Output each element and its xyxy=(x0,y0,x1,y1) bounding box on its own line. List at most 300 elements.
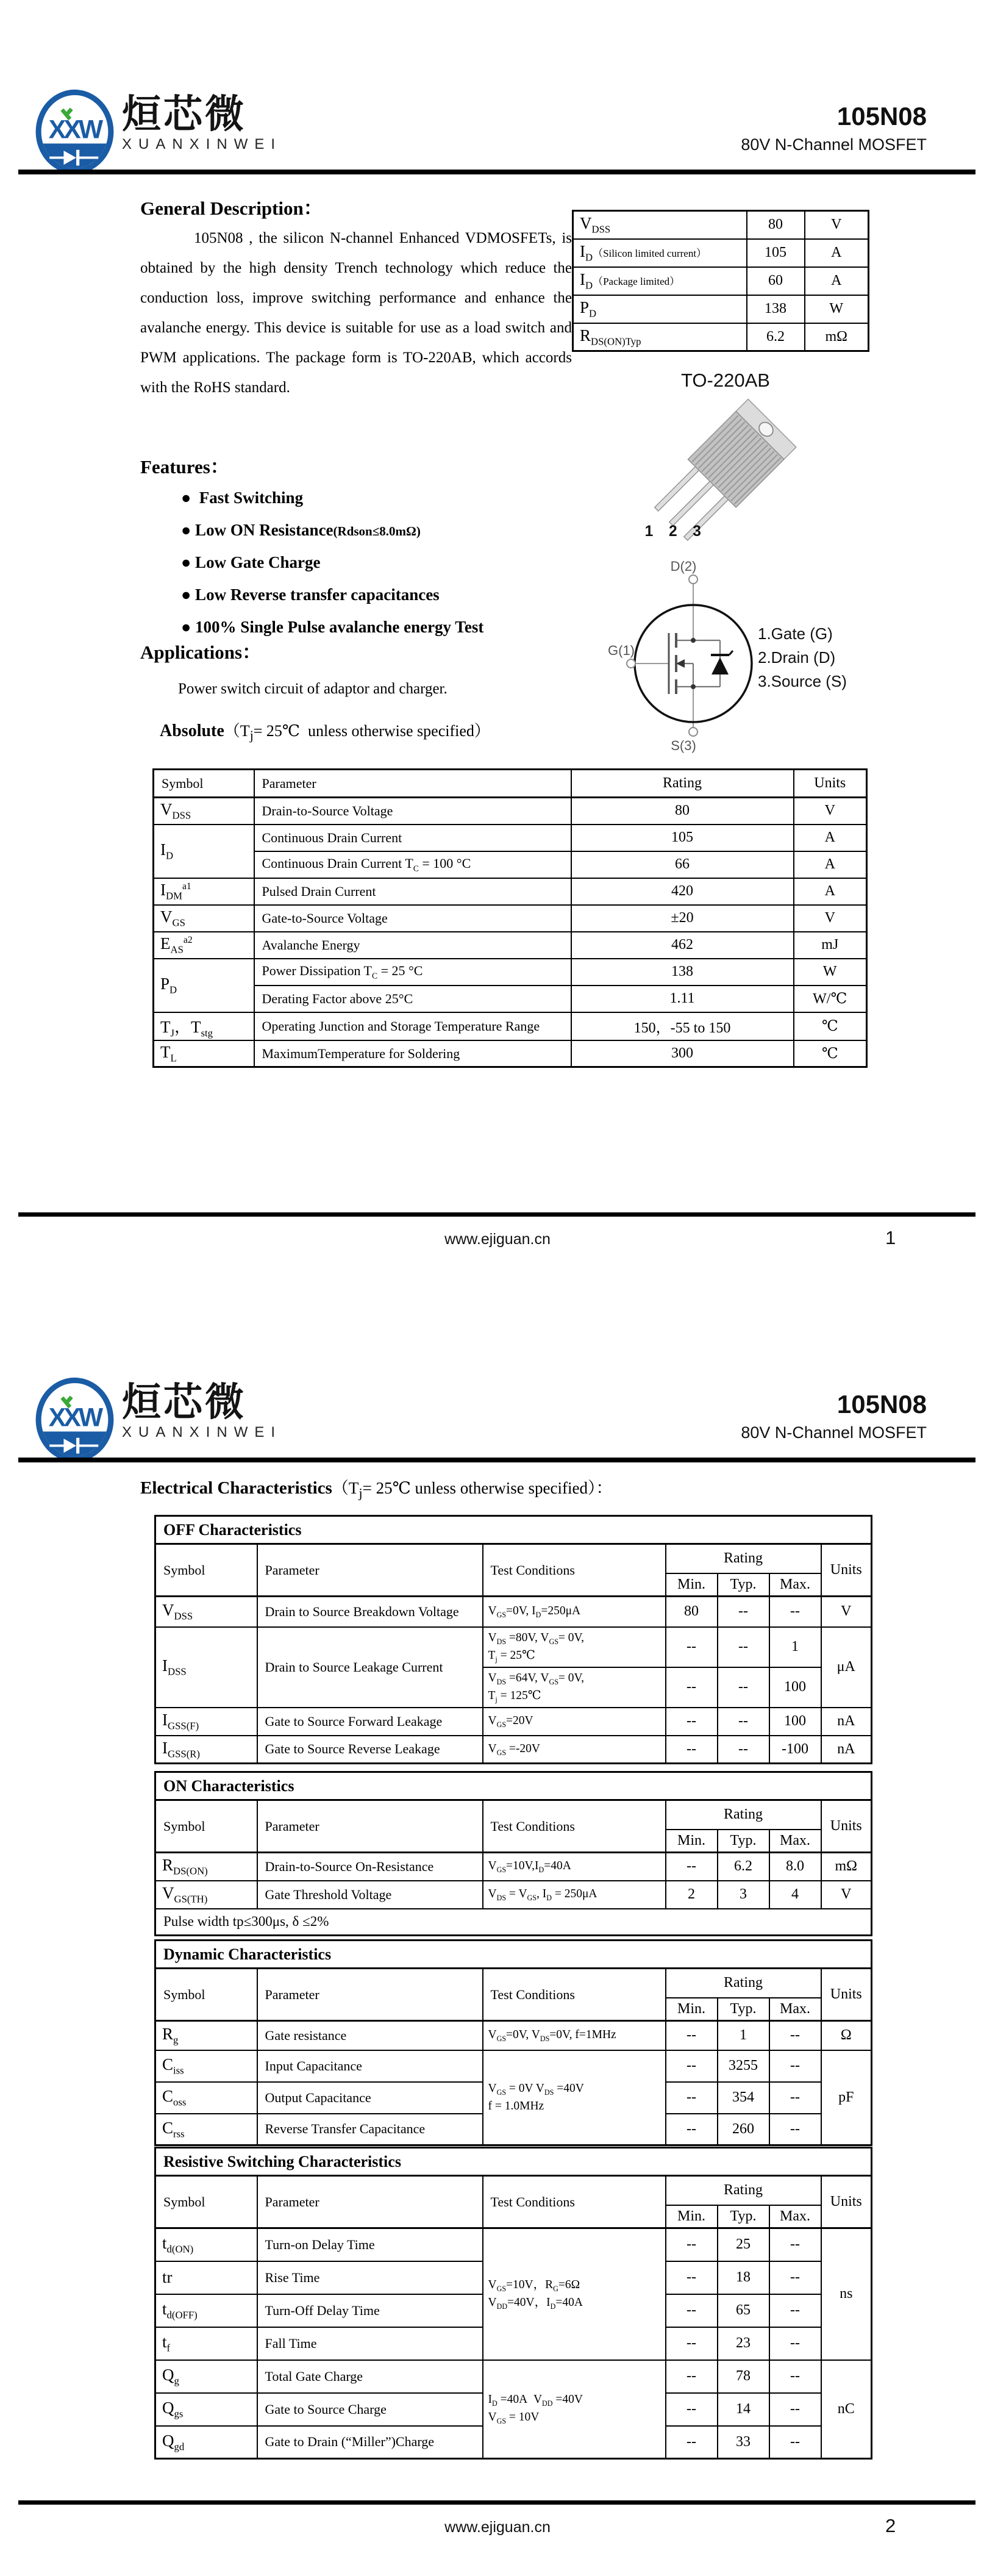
table-cell: -- xyxy=(666,2050,718,2082)
absolute-max-ratings-table xyxy=(152,768,868,1068)
table-cell: 18 xyxy=(718,2261,769,2294)
table-cell: Max. xyxy=(769,2205,821,2228)
source-node-dot xyxy=(691,684,696,689)
company-logo xyxy=(34,88,282,175)
table-cell: Gate to Drain (“Miller”)Charge xyxy=(257,2426,483,2459)
table-cell: $T_J$，$T_{stg}$ xyxy=(154,1012,254,1040)
table-cell: Parameter xyxy=(257,1800,483,1853)
substrate-arrow xyxy=(676,659,685,668)
table-cell: Rating xyxy=(571,770,794,798)
logo-text xyxy=(122,88,282,153)
resistive-switching-table xyxy=(154,2147,872,2460)
table-cell: Derating Factor above 25°C xyxy=(254,986,571,1012)
table-row xyxy=(155,1736,872,1764)
table-cell: -- xyxy=(718,1736,769,1764)
table-cell: 33 xyxy=(718,2426,769,2459)
table-cell: ℃ xyxy=(794,1012,867,1040)
table-cell: 65 xyxy=(718,2294,769,2327)
table-cell: $t_{d(OFF)}$ xyxy=(155,2294,257,2327)
table-cell: 80 xyxy=(571,798,794,825)
table-cell: Continuous Drain Current xyxy=(254,825,571,851)
table-cell: Resistive Switching Characteristics xyxy=(155,2148,872,2176)
table-cell: $V_{GS} =-20V$ xyxy=(483,1736,666,1764)
table-cell: $I_D(Package$ limited） xyxy=(573,267,747,295)
logo-mark-icon xyxy=(34,1376,116,1463)
table-cell: A xyxy=(794,851,867,878)
table-cell: -- xyxy=(666,2360,718,2393)
table-cell: MaximumTemperature for Soldering xyxy=(254,1040,571,1067)
table-cell: 462 xyxy=(571,932,794,959)
table-cell: $E_{AS}^{a2}$ xyxy=(154,932,254,959)
table-cell: 100 xyxy=(769,1667,821,1708)
table-cell: 6.2 xyxy=(747,323,805,351)
table-row xyxy=(155,1544,872,1573)
table-cell: 4 xyxy=(769,1881,821,1909)
table-cell: nC xyxy=(821,2360,872,2459)
table-cell: Total Gate Charge xyxy=(257,2360,483,2393)
table-cell: Drain to Source Breakdown Voltage xyxy=(257,1597,483,1627)
feature-item: ● Low Reverse transfer capacitances xyxy=(181,585,440,604)
table-cell: Drain-to-Source On-Resistance xyxy=(257,1853,483,1881)
table-cell: V xyxy=(805,211,869,239)
on-characteristics-table-grid xyxy=(154,1771,872,1936)
table-cell: Input Capacitance xyxy=(257,2050,483,2082)
logo-monogram: XXW xyxy=(48,1403,101,1433)
table-cell: -- xyxy=(769,2021,821,2050)
resistive-switching-table-grid xyxy=(154,2147,872,2460)
table-cell: $V_{DS} =80V$, $V_{GS}= 0V$, $T_j$ = 25℃ xyxy=(483,1627,666,1667)
table-cell: Units xyxy=(821,2176,872,2228)
table-cell: Symbol xyxy=(155,1800,257,1853)
table-cell: Pulse width tp≤300μs, δ ≤2% xyxy=(155,1909,872,1936)
table-cell: A xyxy=(805,267,869,295)
table-cell: nA xyxy=(821,1736,872,1764)
table-row xyxy=(154,986,867,1012)
table-cell: -- xyxy=(718,1597,769,1627)
table-cell: Avalanche Energy xyxy=(254,932,571,959)
features-list xyxy=(181,482,483,643)
table-cell: 25 xyxy=(718,2228,769,2261)
table-cell: 66 xyxy=(571,851,794,878)
table-row xyxy=(155,2228,872,2261)
logo-mark-icon xyxy=(34,88,116,175)
table-cell: 300 xyxy=(571,1040,794,1067)
table-row xyxy=(155,1941,872,1969)
table-cell: Output Capacitance xyxy=(257,2082,483,2114)
table-cell: Rating xyxy=(666,1544,821,1573)
table-cell: -- xyxy=(769,2327,821,2360)
table-row xyxy=(573,267,869,295)
table-cell: $V_{GS}=0V$, $I_D=250\mu A$ xyxy=(483,1597,666,1627)
table-cell: Min. xyxy=(666,1998,718,2021)
feature-item: ● 100% Single Pulse avalanche energy Test xyxy=(181,618,484,636)
mosfet-symbol xyxy=(601,559,783,754)
table-cell: Continuous Drain Current $T_C = 100$ °C xyxy=(254,851,571,878)
table-cell: 6.2 xyxy=(718,1853,769,1881)
table-cell: $V_{GS(TH)}$ xyxy=(155,1881,257,1909)
header-rule xyxy=(18,170,975,174)
table-row xyxy=(154,851,867,878)
table-cell: $I_{DSS}$ xyxy=(155,1627,257,1708)
pin-legend xyxy=(758,622,847,693)
table-cell: $V_{GS} = 0V$ $V_{DS} =40V$ f = 1.0MHz xyxy=(483,2050,666,2145)
table-row xyxy=(573,323,869,351)
table-cell: $V_{DSS}$ xyxy=(155,1597,257,1627)
table-cell: -- xyxy=(666,1736,718,1764)
table-cell: Units xyxy=(794,770,867,798)
table-cell: Parameter xyxy=(254,770,571,798)
table-cell: $V_{DSS}$ xyxy=(154,798,254,825)
table-cell: A xyxy=(805,239,869,267)
page-2 xyxy=(0,1288,995,2576)
table-row xyxy=(155,2176,872,2205)
off-characteristics-table-grid xyxy=(154,1515,872,1764)
table-cell: -- xyxy=(666,2393,718,2426)
table-row xyxy=(154,798,867,825)
table-cell: Drain-to-Source Voltage xyxy=(254,798,571,825)
header-rule xyxy=(18,1458,975,1462)
table-cell: V xyxy=(821,1597,872,1627)
table-cell: 3255 xyxy=(718,2050,769,2082)
table-row xyxy=(573,239,869,267)
table-cell: -- xyxy=(666,2261,718,2294)
table-row xyxy=(155,2360,872,2393)
source-label: S(3) xyxy=(671,738,696,753)
table-cell: V xyxy=(821,1881,872,1909)
footer-website: www.ejiguan.cn xyxy=(444,2519,551,2536)
table-cell: Parameter xyxy=(257,1969,483,2021)
table-cell: Rating xyxy=(666,2176,821,2205)
table-cell: -- xyxy=(769,2114,821,2145)
table-cell: -- xyxy=(769,2082,821,2114)
table-cell: $P_D$ xyxy=(154,959,254,1012)
header-right xyxy=(741,102,927,154)
table-cell: -- xyxy=(769,2360,821,2393)
table-cell: Gate Threshold Voltage xyxy=(257,1881,483,1909)
table-row xyxy=(155,1969,872,1998)
table-cell: OFF Characteristics xyxy=(155,1516,872,1544)
drain-terminal xyxy=(689,575,697,584)
table-cell: -- xyxy=(666,2426,718,2459)
table-row xyxy=(154,905,867,932)
table-cell: Gate to Source Charge xyxy=(257,2393,483,2426)
table-cell: Max. xyxy=(769,1830,821,1853)
table-cell: $I_D =40A$ $V_{DD} =40V$ $V_{GS} = 10V$ xyxy=(483,2360,666,2459)
part-number: 105N08 xyxy=(836,1390,927,1419)
logo-text-en: XUANXINWEI xyxy=(122,1424,282,1440)
table-cell: -- xyxy=(769,2261,821,2294)
table-row xyxy=(573,211,869,239)
applications-body: Power switch circuit of adaptor and charger. xyxy=(178,681,448,697)
table-cell: $Q_{gs}$ xyxy=(155,2393,257,2426)
table-row xyxy=(154,878,867,905)
table-cell: $I_D$ xyxy=(154,825,254,878)
table-cell: Typ. xyxy=(718,2205,769,2228)
table-cell: Typ. xyxy=(718,1573,769,1597)
table-cell: mΩ xyxy=(821,1853,872,1881)
table-row xyxy=(155,1597,872,1627)
table-row xyxy=(155,1800,872,1830)
table-cell: $T_L$ xyxy=(154,1040,254,1067)
logo-text-cn: 烜芯微 xyxy=(122,92,246,136)
table-cell: $t_f$ xyxy=(155,2327,257,2360)
table-row xyxy=(155,2050,872,2082)
company-logo xyxy=(34,1376,282,1463)
table-cell: Units xyxy=(821,1800,872,1853)
dynamic-characteristics-table xyxy=(154,1939,872,2146)
table-cell: W xyxy=(794,959,867,986)
table-row xyxy=(154,770,867,798)
feature-item: ● Low ON Resistance(Rdson≤8.0mΩ) xyxy=(181,521,421,539)
table-cell: 260 xyxy=(718,2114,769,2145)
table-cell: Gate resistance xyxy=(257,2021,483,2050)
gate-label: G(1) xyxy=(608,643,635,658)
table-cell: $C_{rss}$ xyxy=(155,2114,257,2145)
table-cell: Typ. xyxy=(718,1998,769,2021)
table-cell: 3 xyxy=(718,1881,769,1909)
table-cell: Test Conditions xyxy=(483,2176,666,2228)
on-characteristics-table xyxy=(154,1771,872,1936)
table-cell: $P_D$ xyxy=(573,295,747,323)
table-cell: -- xyxy=(666,1667,718,1708)
off-characteristics-table xyxy=(154,1515,872,1764)
table-cell: mΩ xyxy=(805,323,869,351)
table-row xyxy=(154,825,867,851)
footer-website: www.ejiguan.cn xyxy=(444,1231,551,1248)
logo-text xyxy=(122,1376,282,1441)
table-cell: pF xyxy=(821,2050,872,2145)
table-cell: ℃ xyxy=(794,1040,867,1067)
table-cell: Fall Time xyxy=(257,2327,483,2360)
table-cell: $C_{iss}$ xyxy=(155,2050,257,2082)
table-cell: -- xyxy=(769,2426,821,2459)
table-cell: $V_{DS} =64V$, $V_{GS}= 0V$, $T_j$ = 125℃ xyxy=(483,1667,666,1708)
table-cell: nA xyxy=(821,1708,872,1736)
table-cell: $V_{GS}=0V$, $V_{DS}=0V$, f=1MHz xyxy=(483,2021,666,2050)
table-cell: Min. xyxy=(666,1573,718,1597)
page-number: 1 xyxy=(885,1227,896,1248)
table-cell: -- xyxy=(666,1853,718,1881)
part-subtitle: 80V N-Channel MOSFET xyxy=(741,1423,927,1442)
table-cell: tr xyxy=(155,2261,257,2294)
source-terminal xyxy=(689,728,697,736)
table-cell: $Q_{gd}$ xyxy=(155,2426,257,2459)
table-cell: Symbol xyxy=(154,770,254,798)
part-subtitle: 80V N-Channel MOSFET xyxy=(741,135,927,154)
table-row xyxy=(155,1627,872,1667)
logo-monogram: XXW xyxy=(48,115,101,145)
table-cell: Operating Junction and Storage Temperature Range xyxy=(254,1012,571,1040)
table-row xyxy=(155,1516,872,1544)
table-row xyxy=(154,959,867,986)
table-cell: ±20 xyxy=(571,905,794,932)
table-cell: -- xyxy=(666,1708,718,1736)
table-cell: 80 xyxy=(747,211,805,239)
table-cell: Parameter xyxy=(257,2176,483,2228)
table-cell: Gate-to-Source Voltage xyxy=(254,905,571,932)
table-cell: Symbol xyxy=(155,1544,257,1597)
table-cell: $I_{DM}^{a1}$ xyxy=(154,878,254,905)
table-cell: Min. xyxy=(666,2205,718,2228)
table-cell: 14 xyxy=(718,2393,769,2426)
header-right xyxy=(741,1390,927,1442)
table-cell: Symbol xyxy=(155,2176,257,2228)
table-cell: -- xyxy=(666,2294,718,2327)
table-row xyxy=(155,2148,872,2176)
table-cell: 105 xyxy=(747,239,805,267)
table-cell: Parameter xyxy=(257,1544,483,1597)
table-cell: -- xyxy=(718,1627,769,1667)
electrical-characteristics-heading: Electrical $Characteristics(T_j=$ 25℃ unless otherwise specified）： xyxy=(140,1478,613,1501)
dynamic-characteristics-table-grid xyxy=(154,1939,872,2146)
page-number: 2 xyxy=(885,2515,896,2536)
table-cell: 138 xyxy=(747,295,805,323)
table-cell: Reverse Transfer Capacitance xyxy=(257,2114,483,2145)
table-cell: μA xyxy=(821,1627,872,1708)
table-cell: 1 xyxy=(769,1627,821,1667)
table-cell: Drain to Source Leakage Current xyxy=(257,1627,483,1708)
table-cell: $V_{DS} = V_{GS}$, $I_D = 250\mu A$ xyxy=(483,1881,666,1909)
table-cell: V xyxy=(794,905,867,932)
table-cell: Max. xyxy=(769,1573,821,1597)
table-cell: -- xyxy=(666,2228,718,2261)
table-cell: -- xyxy=(666,2114,718,2145)
table-cell: Test Conditions xyxy=(483,1544,666,1597)
general-description-heading: General Description： xyxy=(140,198,323,219)
table-cell: $t_{d(ON)}$ xyxy=(155,2228,257,2261)
logo-text-cn: 烜芯微 xyxy=(122,1380,246,1424)
table-cell: $I_{GSS(F)}$ xyxy=(155,1708,257,1736)
table-row xyxy=(573,295,869,323)
table-cell: Test Conditions xyxy=(483,1969,666,2021)
features-heading: Features： xyxy=(140,456,229,478)
applications-heading: Applications： xyxy=(140,642,262,663)
table-cell: $Q_g$ xyxy=(155,2360,257,2393)
table-row xyxy=(155,1708,872,1736)
drain-node-dot xyxy=(691,638,696,643)
table-cell: ns xyxy=(821,2228,872,2360)
table-row xyxy=(154,1012,867,1040)
table-cell: 23 xyxy=(718,2327,769,2360)
feature-item: ● Fast Switching xyxy=(181,488,304,507)
table-cell: Test Conditions xyxy=(483,1800,666,1853)
table-cell: -- xyxy=(666,2021,718,2050)
table-cell: Gate to Source Reverse Leakage xyxy=(257,1736,483,1764)
table-cell: Units xyxy=(821,1969,872,2021)
table-cell: $I_{GSS(R)}$ xyxy=(155,1736,257,1764)
table-cell: Units xyxy=(821,1544,872,1597)
table-cell: 80 xyxy=(666,1597,718,1627)
pin-legend-item: 3.Source (S) xyxy=(758,672,847,690)
table-cell: $V_{GS}=10V$，$R_G=6\Omega$ $V_{DD}=40V$，$I_D=40A$ xyxy=(483,2228,666,2360)
table-cell: Rating xyxy=(666,1800,821,1830)
table-cell: $V_{GS}=10V,I_D=40A$ xyxy=(483,1853,666,1881)
table-cell: -- xyxy=(769,2294,821,2327)
pin-legend-item: 2.Drain (D) xyxy=(758,648,836,667)
table-cell: 354 xyxy=(718,2082,769,2114)
table-cell: -- xyxy=(769,1597,821,1627)
table-cell: $R_{DS(ON)Typ}$ xyxy=(573,323,747,351)
table-cell: 138 xyxy=(571,959,794,986)
table-cell: W xyxy=(805,295,869,323)
table-cell: 1.11 xyxy=(571,986,794,1012)
body-diode-icon xyxy=(711,651,733,674)
table-cell: 1 xyxy=(718,2021,769,2050)
absolute-ratings-heading: $Absolute(T_j=$ 25℃ unless otherwise specified） xyxy=(160,721,490,743)
table-cell: Turn-Off Delay Time xyxy=(257,2294,483,2327)
table-row xyxy=(154,1040,867,1067)
table-cell: Turn-on Delay Time xyxy=(257,2228,483,2261)
quick-specs-table xyxy=(572,210,869,352)
table-cell: Ω xyxy=(821,2021,872,2050)
part-number: 105N08 xyxy=(836,102,927,131)
table-cell: $R_g$ xyxy=(155,2021,257,2050)
gate-terminal xyxy=(627,659,635,668)
table-row xyxy=(155,1772,872,1800)
table-row xyxy=(155,1909,872,1936)
table-cell: Symbol xyxy=(155,1969,257,2021)
table-cell: 420 xyxy=(571,878,794,905)
table-cell: -100 xyxy=(769,1736,821,1764)
table-row xyxy=(155,1881,872,1909)
footer-rule xyxy=(18,2500,975,2505)
feature-item: ● Low Gate Charge xyxy=(181,553,321,571)
table-cell: A xyxy=(794,825,867,851)
table-cell: 8.0 xyxy=(769,1853,821,1881)
table-cell: 105 xyxy=(571,825,794,851)
table-cell: 100 xyxy=(769,1708,821,1736)
table-row xyxy=(155,1853,872,1881)
quick-specs-table-grid xyxy=(572,210,869,352)
table-cell: $R_{DS(ON)}$ xyxy=(155,1853,257,1881)
channel-and-gate-bars xyxy=(669,633,676,694)
logo-text-en: XUANXINWEI xyxy=(122,136,282,152)
table-cell: 2 xyxy=(666,1881,718,1909)
table-cell: Gate to Source Forward Leakage xyxy=(257,1708,483,1736)
table-cell: A xyxy=(794,878,867,905)
table-cell: $V_{GS}=20V$ xyxy=(483,1708,666,1736)
table-cell: V xyxy=(794,798,867,825)
pin-legend-item: 1.Gate (G) xyxy=(758,624,833,643)
table-cell: -- xyxy=(769,2228,821,2261)
table-cell: 78 xyxy=(718,2360,769,2393)
footer-rule xyxy=(18,1212,975,1217)
table-cell: -- xyxy=(666,2327,718,2360)
table-cell: -- xyxy=(769,2050,821,2082)
table-row xyxy=(155,2021,872,2050)
table-cell: -- xyxy=(769,2393,821,2426)
table-cell: Pulsed Drain Current xyxy=(254,878,571,905)
package-drawing xyxy=(616,395,829,548)
absolute-max-ratings-table-grid xyxy=(152,768,868,1068)
table-cell: -- xyxy=(718,1667,769,1708)
table-cell: -- xyxy=(718,1708,769,1736)
table-cell: Max. xyxy=(769,1998,821,2021)
table-row xyxy=(154,932,867,959)
table-cell: Power Dissipation $T_C = 25$ °C xyxy=(254,959,571,986)
table-cell: $I_D(Silicon$ limited current） xyxy=(573,239,747,267)
table-cell: -- xyxy=(666,2082,718,2114)
table-cell: $C_{oss}$ xyxy=(155,2082,257,2114)
table-cell: $V_{DSS}$ xyxy=(573,211,747,239)
pin-numbers-label: 1 2 3 xyxy=(644,523,707,540)
table-cell: Min. xyxy=(666,1830,718,1853)
table-cell: 60 xyxy=(747,267,805,295)
table-cell: Rating xyxy=(666,1969,821,1998)
table-cell: -- xyxy=(666,1627,718,1667)
table-cell: Typ. xyxy=(718,1830,769,1853)
table-cell: mJ xyxy=(794,932,867,959)
